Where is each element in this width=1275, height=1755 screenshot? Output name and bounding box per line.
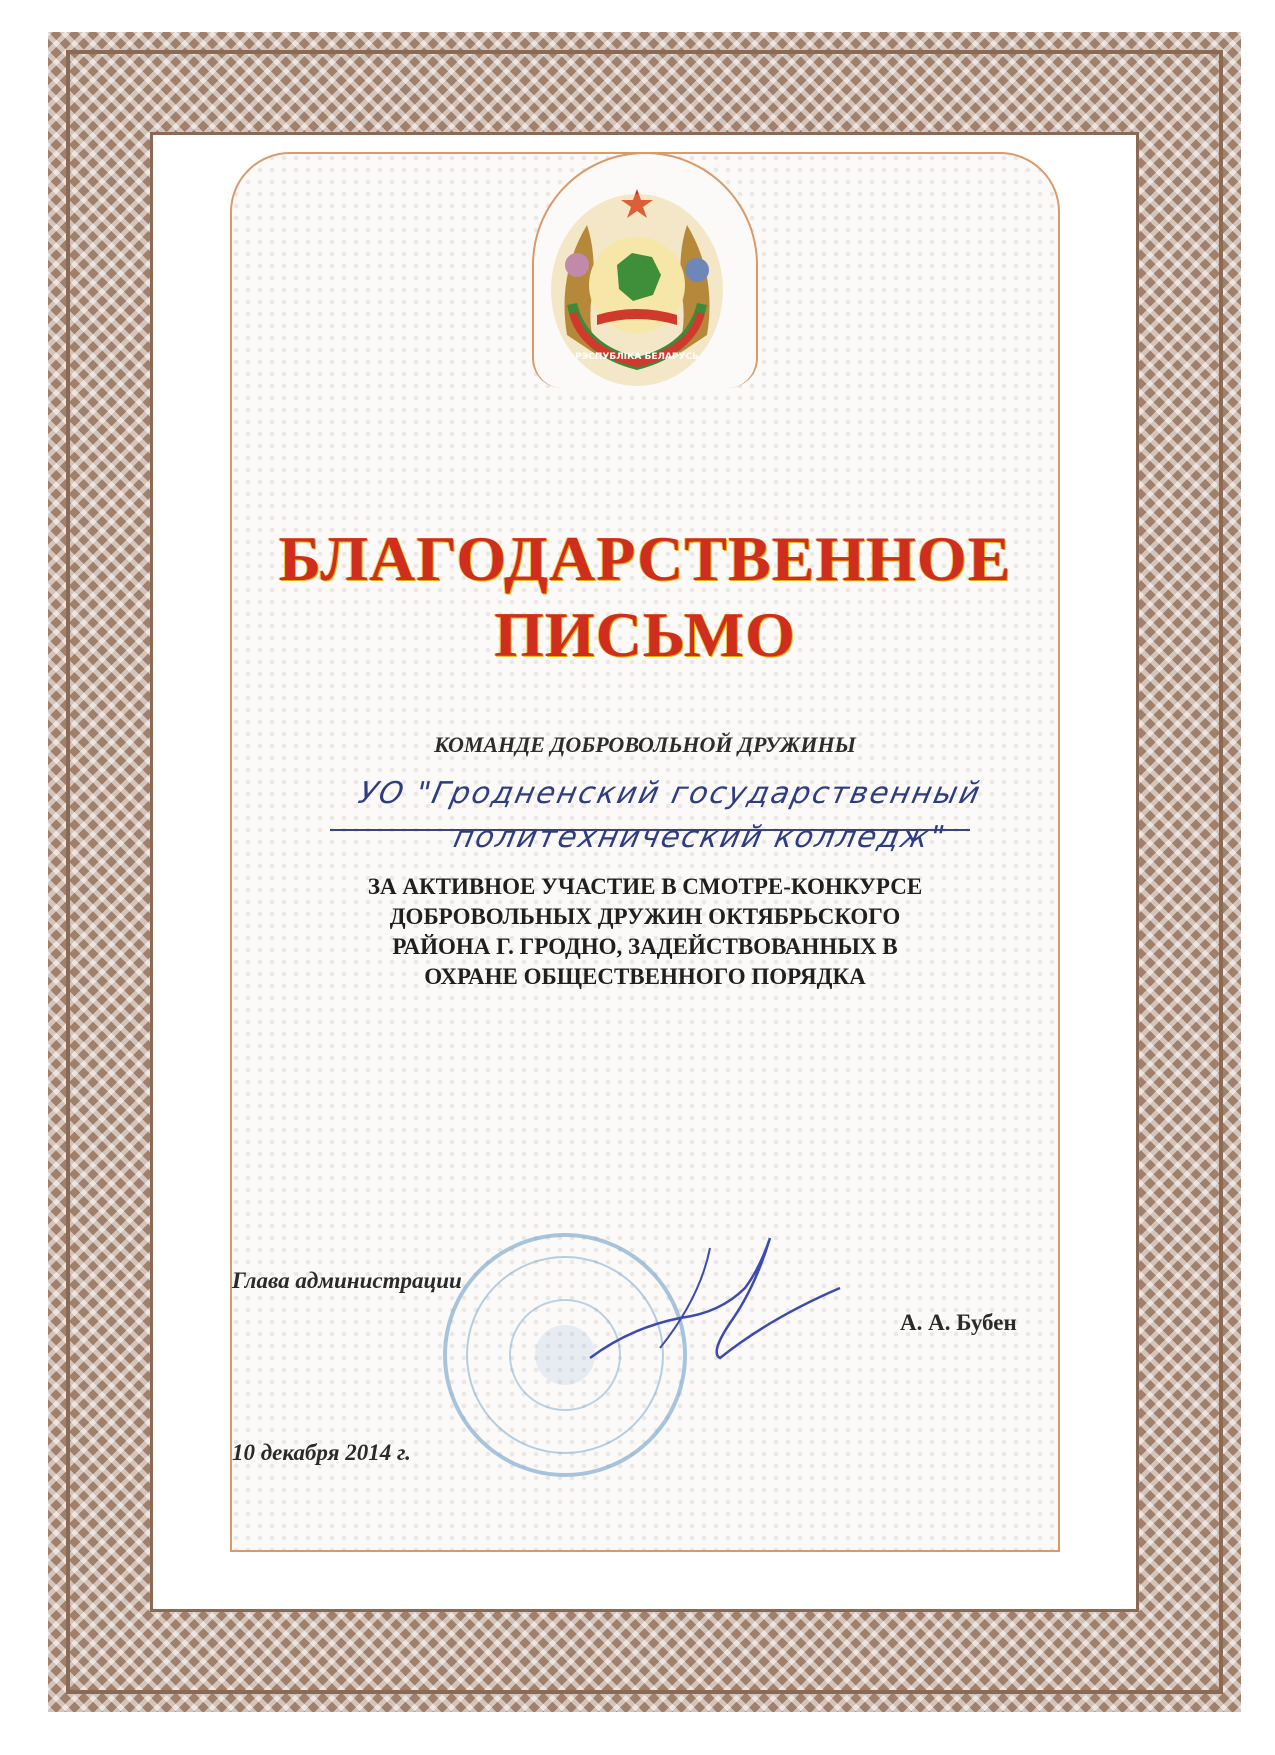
issue-date: 10 декабря 2014 г. — [232, 1440, 411, 1465]
handwritten-recipient-line-2: политехнический колледж" — [450, 820, 950, 855]
signer-name: А. А. Бубен — [900, 1310, 1017, 1335]
state-emblem-icon — [537, 185, 737, 395]
title-line-2: ПИСЬМО — [494, 599, 796, 670]
reason-line-3: РАЙОНА Г. ГРОДНО, ЗАДЕЙСТВОВАННЫХ В — [392, 934, 898, 959]
handwritten-recipient-line-1: УО "Гродненский государственный — [355, 776, 985, 811]
reason-line-4: ОХРАНЕ ОБЩЕСТВЕННОГО ПОРЯДКА — [424, 964, 866, 989]
emblem-ribbon-text: РЭСПУБЛІКА БЕЛАРУСЬ — [575, 352, 699, 362]
reason-text — [240, 872, 1050, 992]
reason-line-2: ДОБРОВОЛЬНЫХ ДРУЖИН ОКТЯБРЬСКОГО — [389, 904, 901, 929]
signer-position: Глава администрации — [232, 1268, 462, 1293]
recipient-heading: КОМАНДЕ ДОБРОВОЛЬНОЙ ДРУЖИНЫ — [434, 732, 856, 757]
title-line-1: БЛАГОДАРСТВЕННОЕ — [278, 523, 1012, 594]
signature-icon — [570, 1228, 850, 1378]
reason-line-1: ЗА АКТИВНОЕ УЧАСТИЕ В СМОТРЕ-КОНКУРСЕ — [367, 874, 923, 899]
